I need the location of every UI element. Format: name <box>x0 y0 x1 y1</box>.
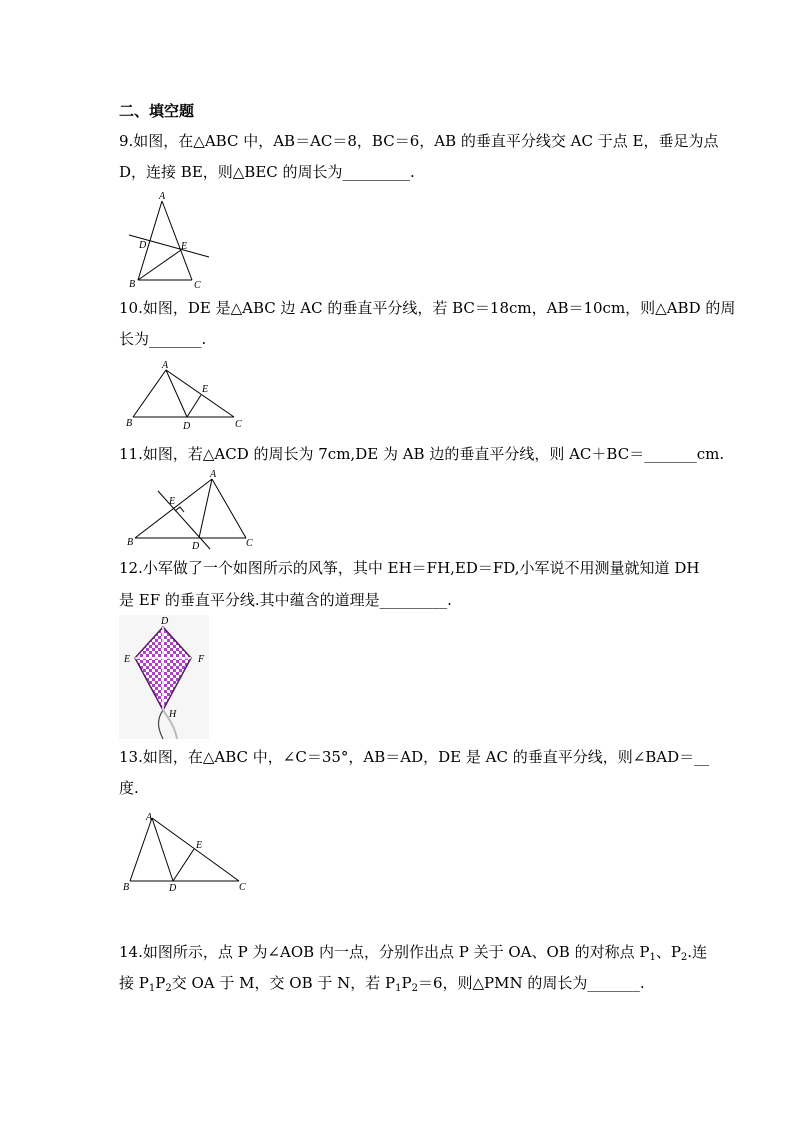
q12-label-E: E <box>124 654 131 665</box>
q11-label-A: A <box>210 469 217 480</box>
q12-label-D: D <box>161 616 169 627</box>
q14-line2-part4: P <box>401 974 412 992</box>
q14-line1-part2: 、P <box>655 943 681 961</box>
q11-label-C: C <box>246 538 253 549</box>
q14-line2-sub2: 2 <box>165 983 172 994</box>
q14-line2-sub1: 1 <box>148 983 156 994</box>
section-title: 二、填空题 <box>119 102 195 120</box>
q10-text-line1: 10.如图，DE 是△ABC 边 AC 的垂直平分线，若 BC＝18cm，AB＝10cm，则△ABD 的周 <box>119 299 736 317</box>
q10-label-C: C <box>235 419 242 430</box>
q9-label-B: B <box>129 279 136 290</box>
q9-label-A: A <box>159 191 166 202</box>
q11-label-E: E <box>169 496 176 507</box>
q10-text-line2: 长为_______. <box>119 330 207 348</box>
q14-line1-sub1: 1 <box>649 952 656 963</box>
q14-line2-sub3: 1 <box>395 983 402 994</box>
q13-label-E: E <box>196 840 203 851</box>
q9-label-E: E <box>181 241 188 252</box>
q14-line2-part3: 交 OA 于 M，交 OB 于 N，若 P <box>171 974 396 992</box>
q14-line2-part1: 接 P <box>119 974 149 992</box>
q13-figure <box>119 806 254 898</box>
q10-label-D: D <box>183 421 191 432</box>
q12-text-line2: 是 EF 的垂直平分线.其中蕴含的道理是_________. <box>119 591 452 609</box>
q14-line1-sub2: 2 <box>680 952 688 963</box>
q14-line2-part5: ＝6，则△PMN 的周长为_______. <box>417 974 645 992</box>
q11-label-B: B <box>127 537 134 548</box>
q13-text-line1: 13.如图，在△ABC 中，∠C＝35°，AB＝AD，DE 是 AC 的垂直平分线，则∠BAD＝__ <box>119 748 710 766</box>
q14-line1-part1: 14.如图所示，点 P 为∠AOB 内一点，分别作出点 P 关于 OA、OB 的对称点 P <box>119 943 650 961</box>
q10-figure <box>124 357 249 433</box>
q10-label-B: B <box>126 418 133 429</box>
q9-text-line1: 9.如图，在△ABC 中，AB＝AC＝8，BC＝6，AB 的垂直平分线交 AC 于点 E，垂足为点 <box>119 132 719 150</box>
q12-text-line1: 12.小军做了一个如图所示的风筝，其中 EH＝FH,ED＝FD,小军说不用测量就知道 DH <box>119 559 700 577</box>
q13-label-D: D <box>169 883 177 894</box>
q13-text-line2: 度. <box>119 779 139 797</box>
q14-line2-part2: P <box>155 974 166 992</box>
q14-line2-sub4: 2 <box>411 983 418 994</box>
q9-label-D: D <box>139 240 147 251</box>
q12-label-F: F <box>198 654 205 665</box>
q9-text-line2: D，连接 BE，则△BEC 的周长为_________. <box>119 163 415 181</box>
q12-kite-figure <box>119 615 209 739</box>
q14-text-line1 <box>119 942 707 962</box>
q12-label-H: H <box>169 709 177 720</box>
q14-line1-part3: .连 <box>687 943 708 961</box>
q11-figure <box>124 467 259 553</box>
q14-text-line2 <box>119 973 645 993</box>
q13-label-C: C <box>239 882 246 893</box>
q10-label-E: E <box>202 384 209 395</box>
q10-label-A: A <box>162 360 169 371</box>
q11-text-line1: 11.如图，若△ACD 的周长为 7cm,DE 为 AB 边的垂直平分线，则 AC＋BC＝_______cm. <box>119 445 725 463</box>
q9-label-C: C <box>194 280 201 291</box>
q11-label-D: D <box>192 541 200 552</box>
q13-label-A: A <box>146 812 153 823</box>
q13-label-B: B <box>123 882 130 893</box>
q9-figure <box>124 191 214 291</box>
